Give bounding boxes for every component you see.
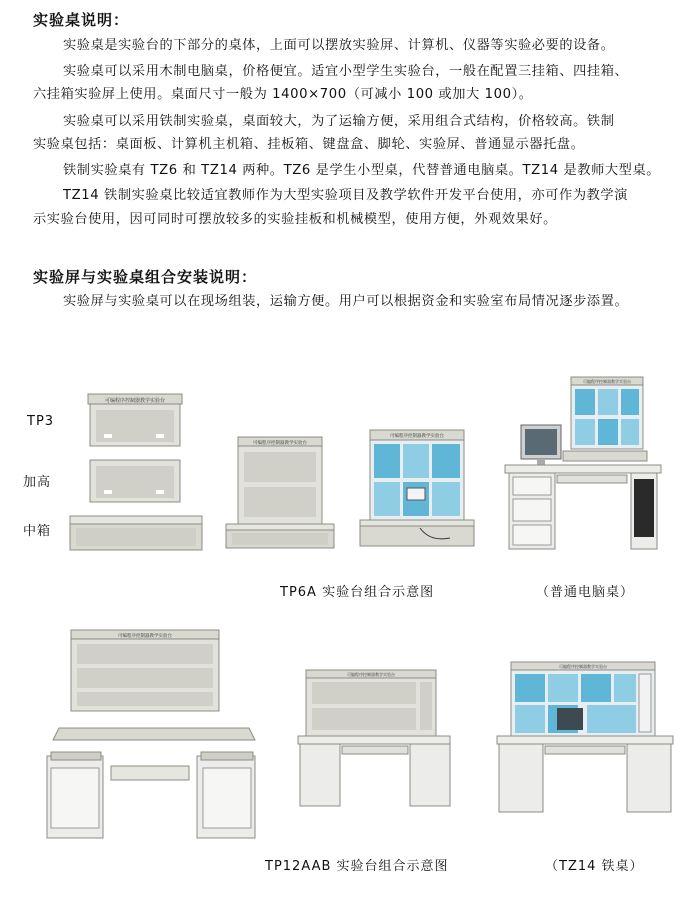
caption-pc-desk: （普通电脑桌） bbox=[536, 585, 635, 600]
caption-tz14: （TZ14 铁桌） bbox=[545, 859, 644, 874]
section1-title: 实验桌说明： bbox=[33, 11, 130, 29]
tz14-header-text: 可编程序控制器教学实验台 bbox=[559, 664, 607, 669]
tz14-desk-illustration bbox=[497, 660, 675, 815]
tp6a-frame-illustration bbox=[224, 435, 336, 550]
label-zhongxiang: 中箱 bbox=[23, 524, 52, 539]
tp12aab-assembled-illustration bbox=[298, 668, 453, 810]
pc-desk-header-text: 可编程序控制器教学实验台 bbox=[583, 379, 631, 384]
section2-title: 实验屏与实验桌组合安装说明： bbox=[33, 268, 258, 286]
tp6a-assembled-header-text: 可编程序控制器教学实验台 bbox=[390, 434, 444, 439]
section2-paragraph: 实验屏与实验桌可以在现场组装，运输方便。用户可以根据资金和实验室布局情况逐步添置。 bbox=[63, 294, 629, 309]
tp12aab-exploded-illustration bbox=[45, 628, 260, 844]
para4-line1: 铁制实验桌有 TZ6 和 TZ14 两种。TZ6 是学生小型桌，代替普通电脑桌。TZ14 是教师大型桌。 bbox=[63, 163, 661, 178]
para5-line2: 示实验台使用，因可同时可摆放较多的实验挂板和机械模型，使用方便，外观效果好。 bbox=[33, 212, 557, 227]
para2-line1: 实验桌可以采用木制电脑桌，价格便宜。适宜小型学生实验台，一般在配置三挂箱、四挂箱、 bbox=[63, 64, 629, 79]
para2-line2: 六挂箱实验屏上使用。桌面尺寸一般为 1400×700（可减小 100 或加大 100）。 bbox=[33, 87, 533, 102]
label-tp3: TP3 bbox=[27, 414, 55, 429]
para1-line1: 实验桌是实验台的下部分的桌体，上面可以摆放实验屏、计算机、仪器等实验必要的设备。 bbox=[63, 38, 615, 53]
label-jiagao: 加高 bbox=[23, 475, 52, 490]
para3-line2: 实验桌包括：桌面板、计算机主机箱、挂板箱、键盘盒、脚轮、实验屏、普通显示器托盘。 bbox=[33, 137, 585, 152]
para3-line1: 实验桌可以采用铁制实验桌，桌面较大，为了运输方便，采用组合式结构，价格较高。铁制 bbox=[63, 114, 615, 129]
caption-tp6a: TP6A 实验台组合示意图 bbox=[280, 585, 435, 600]
caption-tp12aab: TP12AAB 实验台组合示意图 bbox=[265, 859, 449, 874]
tp12aab-assembled-header-text: 可编程序控制器教学实验台 bbox=[347, 672, 395, 677]
pc-desk-illustration bbox=[505, 375, 663, 553]
exploded-components-illustration bbox=[60, 390, 210, 555]
tp6a-header-text: 可编程序控制器教学实验台 bbox=[253, 441, 307, 446]
tp6a-assembled-illustration bbox=[360, 428, 475, 550]
tp12aab-header-text: 可编程序控制器教学实验台 bbox=[118, 634, 172, 639]
para5-line1: TZ14 铁制实验桌比较适宜教师作为大型实验项目及教学软件开发平台使用，亦可作为教学演 bbox=[63, 188, 628, 203]
tp3-header-text: 可编程序控制器教学实验台 bbox=[104, 398, 166, 404]
